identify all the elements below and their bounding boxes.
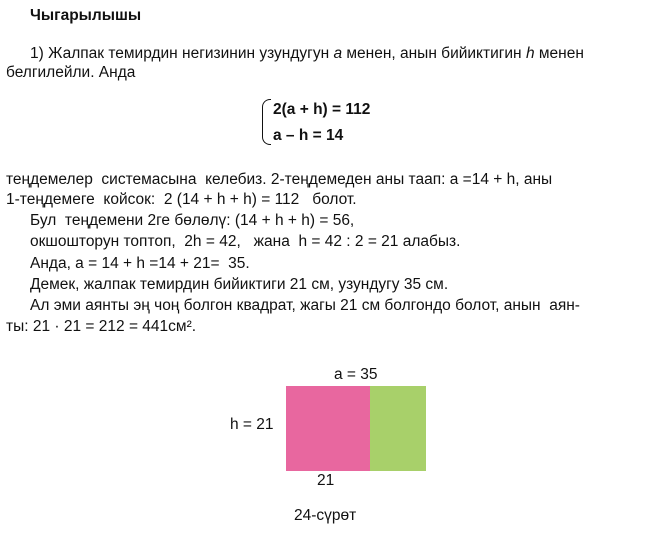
text-line-4: Демек, жалпак темирдин бийиктиги 21 см, узундугу 35 см. <box>30 276 449 293</box>
system-brace <box>262 99 271 145</box>
solution-title: Чыгарылышы <box>30 7 142 24</box>
figure-bottom-label: 21 <box>317 472 335 489</box>
var-h: h <box>525 45 535 62</box>
text-line-2: окшошторун топтоп, 2h = 42, жана h = 42 : 2 = 21 алабыз. <box>30 233 461 250</box>
remaining-region <box>370 386 426 471</box>
figure-left-label: h = 21 <box>230 416 274 433</box>
text-line-1: Бул теңдемени 2ге бөлөлү: (14 + h + h) = 56, <box>30 212 355 229</box>
text-line-5: Ал эми аянты эң чоң болгон квадрат, жагы 21 см болгондо болот, анын аян- <box>30 297 580 314</box>
text-line-6: ты: 21 · 21 = 212 = 441см². <box>6 318 197 335</box>
var-a: a <box>333 45 343 62</box>
figure-top-label: a = 35 <box>334 366 378 383</box>
figure-caption: 24-сүрөт <box>294 507 357 524</box>
para2-line2: 1-теңдемеге койсок: 2 (14 + h + h) = 112 болот. <box>6 191 357 208</box>
text-line-3: Анда, a = 14 + h =14 + 21= 35. <box>30 255 250 272</box>
para1-text-b: менен, анын бийиктигин <box>342 45 526 62</box>
system-eq1: 2(a + h) = 112 <box>273 101 371 118</box>
para1-text-a: 1) Жалпак темирдин негизинин узундугун <box>30 45 334 62</box>
square-region <box>286 386 370 471</box>
para1-line1 <box>30 45 584 63</box>
para1-text-c: менен <box>534 45 584 62</box>
para2-line1: теңдемелер системасына келебиз. 2-теңдемеден аны таап: a =14 + h, аны <box>6 171 553 188</box>
para1-line2: белгилейли. Анда <box>6 64 136 81</box>
system-eq2: a – h = 14 <box>273 127 344 144</box>
